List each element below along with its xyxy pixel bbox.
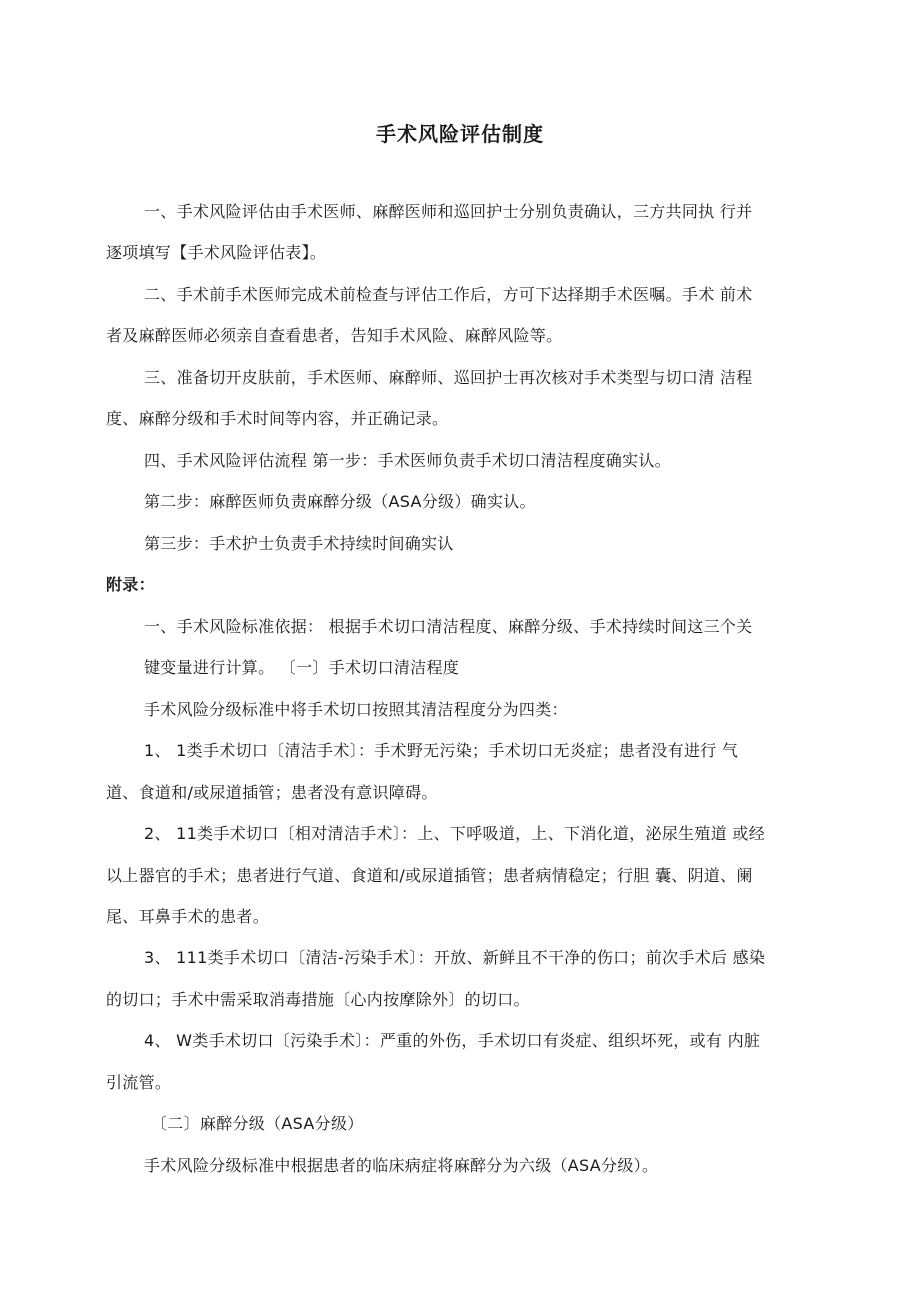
appendix-heading: 附录： bbox=[106, 575, 155, 594]
paragraph-line: 三、准备切开皮肤前，手术医师、麻醉师、巡回护士再次核对手术类型与切口清 洁程 bbox=[144, 368, 753, 387]
paragraph-line: 道、食道和/或尿道插管；患者没有意识障碍。 bbox=[106, 783, 438, 802]
paragraph-line: 一、手术风险评估由手术医师、麻醉医师和巡回护士分别负责确认，三方共同执 行并 bbox=[144, 202, 753, 221]
paragraph-line: 第二步：麻醉医师负责麻醉分级（ASA分级）确实认。 bbox=[144, 492, 536, 511]
section-heading: 〔二〕麻醉分级（ASA分级） bbox=[151, 1114, 364, 1133]
paragraph-line: 以上器官的手术；患者进行气道、食道和/或尿道插管；患者病情稳定；行胆 囊、阴道、阑 bbox=[106, 866, 753, 885]
paragraph-line: 度、麻醉分级和手术时间等内容，并正确记录。 bbox=[106, 409, 449, 428]
paragraph-line: 引流管。 bbox=[106, 1073, 172, 1092]
paragraph-line: 2、 11类手术切口〔相对清洁手术〕：上、下呼吸道，上、下消化道，泌尿生殖道 或经 bbox=[144, 824, 766, 843]
paragraph-line: 手术风险分级标准中根据患者的临床病症将麻醉分为六级（ASA分级）。 bbox=[144, 1156, 659, 1175]
paragraph-line: 手术风险分级标准中将手术切口按照其清洁程度分为四类： bbox=[144, 700, 568, 719]
paragraph-line: 尾、耳鼻手术的患者。 bbox=[106, 907, 270, 926]
paragraph-line: 二、手术前手术医师完成术前检查与评估工作后，方可下达择期手术医嘱。手术 前术 bbox=[144, 285, 753, 304]
paragraph-line: 1、 1类手术切口〔清洁手术〕：手术野无污染；手术切口无炎症；患者没有进行 气 bbox=[144, 741, 739, 760]
paragraph-line: 一、手术风险标准依据： 根据手术切口清洁程度、麻醉分级、手术持续时间这三个关 bbox=[144, 617, 753, 636]
paragraph-line: 四、手术风险评估流程 第一步：手术医师负责手术切口清洁程度确实认。 bbox=[144, 451, 671, 470]
paragraph-line: 第三步：手术护士负责手术持续时间确实认 bbox=[144, 534, 454, 553]
paragraph-line: 者及麻醉医师必须亲自查看患者，告知手术风险、麻醉风险等。 bbox=[106, 326, 563, 345]
paragraph-line: 逐项填写【手术风险评估表】。 bbox=[106, 243, 327, 262]
paragraph-line: 键变量进行计算。 〔一〕手术切口清洁程度 bbox=[144, 658, 460, 677]
paragraph-line: 3、 111类手术切口〔清洁-污染手术〕：开放、新鲜且不干净的伤口；前次手术后 感染 bbox=[144, 948, 766, 967]
page-title: 手术风险评估制度 bbox=[376, 122, 544, 146]
paragraph-line: 的切口；手术中需采取消毒措施〔心内按摩除外〕的切口。 bbox=[106, 990, 530, 1009]
paragraph-line: 4、 W类手术切口〔污染手术〕：严重的外伤，手术切口有炎症、组织坏死，或有 内脏 bbox=[144, 1031, 761, 1050]
